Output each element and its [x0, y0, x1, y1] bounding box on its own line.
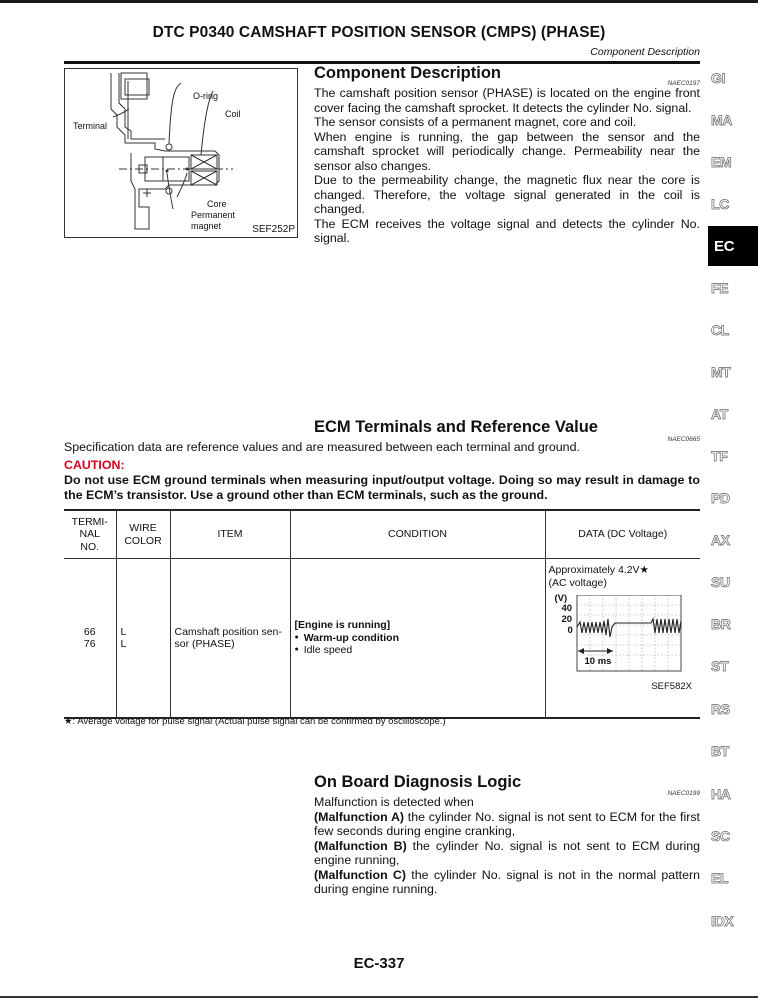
- cell-item: Camshaft position sen- sor (PHASE): [170, 559, 290, 719]
- section-tab-su[interactable]: SU: [711, 574, 730, 590]
- caution-text: Do not use ECM ground terminals when measuring input/output voltage. Doing so may result in damage to the ECM’s transistor. Use a ground other than ECM terminals, such as the ground.: [64, 473, 700, 502]
- section-tab-mt[interactable]: MT: [711, 364, 731, 380]
- section-subtitle: Component Description: [590, 46, 700, 58]
- oscilloscope-waveform: [551, 595, 683, 675]
- section-tab-br[interactable]: BR: [711, 616, 731, 632]
- obd-logic-heading: On Board Diagnosis Logic: [314, 773, 522, 791]
- table-footnote: ★: Average voltage for pulse signal (Actual pulse signal can be confirmed by oscilloscope.): [64, 716, 446, 727]
- label-permanent: Permanent: [191, 210, 236, 220]
- cell-wire-color: L L: [116, 559, 170, 719]
- label-core: Core: [207, 199, 227, 209]
- ecm-terminals-table: [64, 509, 700, 719]
- section-tab-el[interactable]: EL: [711, 870, 729, 886]
- scope-figure-id: SEF582X: [651, 681, 692, 692]
- condition-bullet: ● Warm-up condition: [295, 632, 545, 645]
- label-terminal: Terminal: [73, 121, 108, 131]
- malfunction-label: (Malfunction A): [314, 809, 405, 824]
- paragraph: The ECM receives the voltage signal and detects the cylinder No. signal.: [314, 216, 700, 245]
- obd-logic-ref: NAEC0199: [667, 790, 700, 797]
- component-description-heading: Component Description: [314, 64, 502, 82]
- condition-heading: [Engine is running]: [294, 619, 391, 632]
- section-tab-cl[interactable]: CL: [711, 322, 730, 338]
- section-tab-at[interactable]: AT: [711, 406, 729, 422]
- malfunction-item: (Malfunction C) the cylinder No. signal is not in the normal pattern during engine running.: [314, 867, 700, 896]
- paragraph: The camshaft position sensor (PHASE) is located on the engine front cover facing the camshaft sprocket. It detects the cylinder No. signal.: [314, 86, 700, 115]
- ecm-terminals-ref: NAEC0665: [667, 436, 700, 443]
- malfunction-item: (Malfunction B) the cylinder No. signal is not sent to ECM during engine running,: [314, 838, 700, 867]
- section-tab-rs[interactable]: RS: [711, 701, 730, 717]
- header-data: DATA (DC Voltage): [545, 510, 700, 559]
- section-tab-pd[interactable]: PD: [711, 490, 730, 506]
- section-tab-tf[interactable]: TF: [711, 448, 728, 464]
- section-tab-ma[interactable]: MA: [711, 112, 733, 128]
- page-title: DTC P0340 CAMSHAFT POSITION SENSOR (CMPS) (PHASE): [152, 24, 606, 41]
- obd-intro: Malfunction is detected when: [314, 795, 474, 809]
- obd-logic-body: [314, 795, 700, 897]
- header-item: ITEM: [170, 510, 290, 559]
- section-tab-bt[interactable]: BT: [711, 743, 730, 759]
- cell-condition: [290, 559, 545, 719]
- section-tab-ha[interactable]: HA: [711, 786, 731, 802]
- label-magnet: magnet: [191, 221, 222, 231]
- section-tab-ax[interactable]: AX: [711, 532, 730, 548]
- malfunction-label: (Malfunction C): [314, 867, 407, 882]
- label-o-ring: O-ring: [193, 91, 219, 101]
- sensor-cross-section-drawing: [65, 69, 297, 237]
- label-coil: Coil: [225, 109, 241, 119]
- section-tab-em[interactable]: EM: [711, 154, 732, 170]
- scope-timebase-label: 10 ms: [584, 656, 612, 667]
- section-tab-sc[interactable]: SC: [711, 828, 730, 844]
- scope-y20-label: 20: [561, 614, 573, 625]
- section-tab-fe[interactable]: FE: [711, 280, 729, 296]
- bottom-rule: [0, 996, 758, 998]
- table-header-row: [64, 510, 700, 559]
- table-row: [64, 559, 700, 719]
- specification-note: Specification data are reference values and are measured between each terminal and ground.: [64, 440, 580, 454]
- section-tab-ec[interactable]: EC: [708, 226, 758, 266]
- section-tab-idx[interactable]: IDX: [711, 913, 734, 929]
- page-number: EC-337: [353, 955, 405, 972]
- section-tab-gi[interactable]: GI: [711, 70, 726, 86]
- section-tab-lc[interactable]: LC: [711, 196, 730, 212]
- component-description-body: [314, 86, 700, 246]
- figure-id: SEF252P: [252, 224, 295, 235]
- cell-terminal-no: 66 76: [64, 559, 116, 719]
- sensor-diagram: [64, 68, 298, 238]
- paragraph: When engine is running, the gap between the sensor and the camshaft sprocket will periodically change. Permeability near the sensor also changes.: [314, 129, 700, 173]
- caution-label: CAUTION:: [64, 458, 125, 472]
- scope-y0-label: 0: [567, 625, 573, 636]
- header-condition: CONDITION: [290, 510, 545, 559]
- condition-bullet: ● Idle speed: [295, 644, 545, 657]
- top-rule: [0, 0, 758, 3]
- malfunction-label: (Malfunction B): [314, 838, 407, 853]
- cell-data: Approximately 4.2V★ (AC voltage) (V) 40 20 0 10 ms SEF582X: [545, 559, 700, 719]
- scope-y40-label: 40: [561, 603, 573, 614]
- section-tab-st[interactable]: ST: [711, 658, 729, 674]
- scope-unit-label: (V): [554, 593, 568, 604]
- malfunction-item: (Malfunction A) the cylinder No. signal is not sent to ECM for the first few seconds during engine cranking,: [314, 809, 700, 838]
- ecm-terminals-heading: ECM Terminals and Reference Value: [314, 418, 598, 436]
- component-description-ref: NAEC0197: [667, 80, 700, 87]
- paragraph: Due to the permeability change, the magnetic flux near the core is changed. Therefore, the voltage signal generated in the coil is changed.: [314, 173, 700, 216]
- header-terminal-no: TERMI- NAL NO.: [64, 510, 116, 559]
- paragraph: The sensor consists of a permanent magnet, core and coil.: [314, 115, 637, 129]
- header-wire-color: WIRE COLOR: [116, 510, 170, 559]
